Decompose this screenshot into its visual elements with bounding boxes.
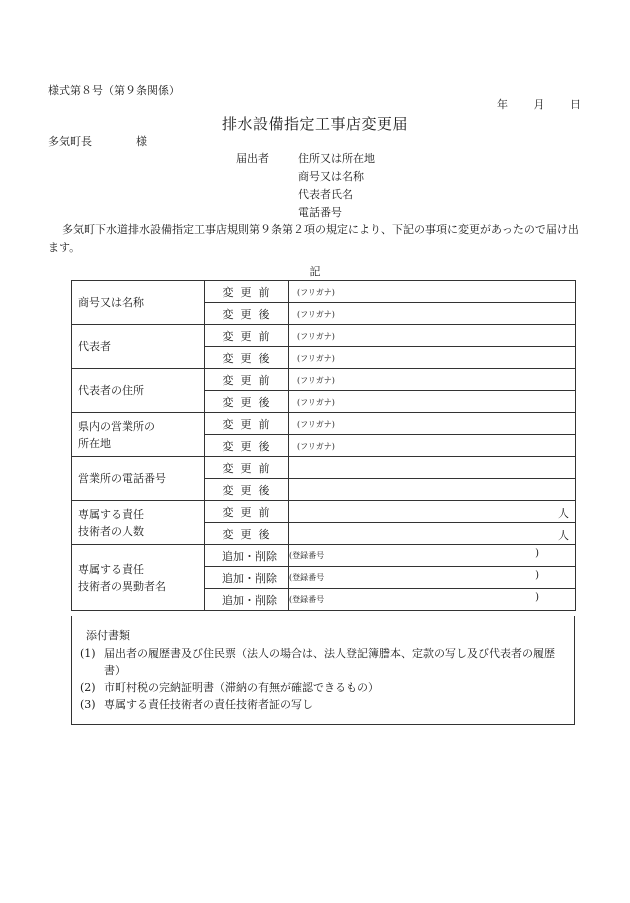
value-cell[interactable]: [289, 303, 576, 325]
reg-number-label: (登録番号: [289, 573, 325, 582]
furigana-label: (フリガナ): [297, 398, 335, 407]
after-label: 変更後: [205, 523, 289, 545]
furigana-label: (フリガナ): [297, 354, 335, 363]
honorific: 様: [136, 135, 147, 148]
attachments-heading: 添付書類: [86, 629, 130, 642]
value-cell[interactable]: [289, 435, 576, 457]
value-cell[interactable]: [289, 369, 576, 391]
after-label: 変更後: [205, 479, 289, 501]
value-cell[interactable]: [289, 325, 576, 347]
before-label: 変更前: [205, 501, 289, 523]
applicant-phone-label: 電話番号: [298, 206, 342, 219]
value-cell[interactable]: [289, 479, 576, 501]
value-cell[interactable]: [289, 457, 576, 479]
before-label: 変更前: [205, 325, 289, 347]
applicant-company-label: 商号又は名称: [298, 170, 364, 183]
furigana-label: (フリガナ): [297, 442, 335, 451]
table-row: [72, 325, 576, 347]
attachment-number: (2): [80, 681, 96, 694]
value-cell[interactable]: [289, 413, 576, 435]
item-engineer-changes: 専属する責任 技術者の異動者名: [72, 545, 205, 611]
unit-person: 人: [558, 507, 569, 520]
ki-heading: 記: [309, 265, 321, 278]
item-engineer-count: 専属する責任 技術者の人数: [72, 501, 205, 545]
value-cell[interactable]: [289, 501, 576, 523]
date-day-label: 日: [570, 98, 581, 111]
add-delete-label: 追加・削除: [205, 545, 289, 567]
applicant-block: [236, 150, 375, 222]
add-delete-label: 追加・削除: [205, 589, 289, 611]
table-row: [72, 413, 576, 435]
attachment-text: 届出者の履歴書及び住民票（法人の場合は、法人登記簿謄本、定款の写し及び代表者の履歴書）: [104, 647, 555, 677]
attachments-box: [71, 616, 575, 725]
table-row: [72, 457, 576, 479]
reg-number-label: (登録番号: [289, 551, 325, 560]
value-cell[interactable]: [289, 523, 576, 545]
reg-number-label: (登録番号: [289, 595, 325, 604]
list-item: [80, 679, 570, 696]
date-line: [497, 96, 581, 112]
item-office-location: 県内の営業所の 所在地: [72, 413, 205, 457]
change-table: [71, 280, 576, 611]
addressee-name: 多気町長: [48, 135, 92, 148]
before-label: 変更前: [205, 281, 289, 303]
value-cell[interactable]: [289, 545, 576, 567]
after-label: 変更後: [205, 391, 289, 413]
item-company-name: 商号又は名称: [72, 281, 205, 325]
after-label: 変更後: [205, 435, 289, 457]
furigana-label: (フリガナ): [297, 420, 335, 429]
value-cell[interactable]: [289, 391, 576, 413]
attachments-list: [80, 645, 570, 713]
item-representative: 代表者: [72, 325, 205, 369]
add-delete-label: 追加・削除: [205, 567, 289, 589]
list-item: [80, 645, 570, 679]
furigana-label: (フリガナ): [297, 376, 335, 385]
attachment-number: (1): [80, 647, 96, 660]
date-year-label: 年: [497, 98, 508, 111]
value-cell[interactable]: [289, 347, 576, 369]
document-title: 排水設備指定工事店変更届: [221, 115, 408, 133]
table-row: [72, 369, 576, 391]
before-label: 変更前: [205, 457, 289, 479]
applicant-address-label: 住所又は所在地: [298, 152, 375, 165]
item-representative-address: 代表者の住所: [72, 369, 205, 413]
attachment-text: 市町村税の完納証明書（滞納の有無が確認できるもの）: [104, 681, 379, 694]
furigana-label: (フリガナ): [297, 310, 335, 319]
value-cell[interactable]: [289, 567, 576, 589]
table-row: [72, 281, 576, 303]
after-label: 変更後: [205, 303, 289, 325]
applicant-label: 届出者: [236, 152, 269, 165]
unit-person: 人: [558, 529, 569, 542]
furigana-label: (フリガナ): [297, 288, 335, 297]
before-label: 変更前: [205, 369, 289, 391]
close-paren: ): [535, 570, 539, 581]
after-label: 変更後: [205, 347, 289, 369]
value-cell[interactable]: [289, 281, 576, 303]
body-text: 多気町下水道排水設備指定工事店規則第９条第２項の規定により、下記の事項に変更があったので届け出ます。: [48, 223, 579, 254]
close-paren: ): [535, 548, 539, 559]
before-label: 変更前: [205, 413, 289, 435]
table-row: [72, 545, 576, 567]
attachment-text: 専属する責任技術者の責任技術者証の写し: [104, 698, 313, 711]
close-paren: ): [535, 592, 539, 603]
item-office-phone: 営業所の電話番号: [72, 457, 205, 501]
table-row: [72, 501, 576, 523]
list-item: [80, 696, 570, 713]
value-cell[interactable]: [289, 589, 576, 611]
date-month-label: 月: [533, 98, 545, 111]
applicant-representative-label: 代表者氏名: [298, 188, 353, 201]
addressee: [48, 133, 147, 149]
form-number: 様式第８号（第９条関係）: [48, 84, 180, 97]
furigana-label: (フリガナ): [297, 332, 335, 341]
attachment-number: (3): [80, 698, 96, 711]
